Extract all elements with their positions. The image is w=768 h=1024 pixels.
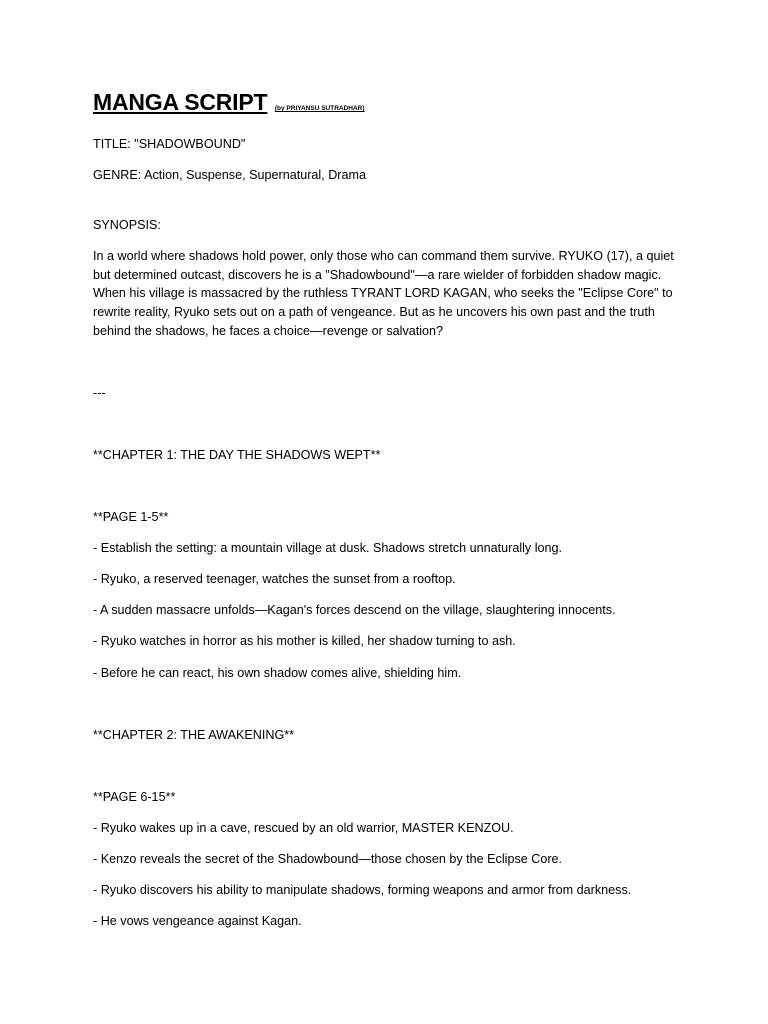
synopsis-text: In a world where shadows hold power, only those who can command them survive. RYUKO (17), a quiet but determined outcast, discovers he is a "Shadowbound"—a rare wielder of forbidden shadow magic. When his village is massacred by the ruthless TYRANT LORD KAGAN, who seeks the "Eclipse Core" to rewrite reality, Ryuko sets out on a path of vengeance. But as he uncovers his own past and the truth behind the shadows, he faces a choice—revenge or salvation? <box>93 248 674 338</box>
synopsis-heading: SYNOPSIS: <box>93 217 161 232</box>
genre-field: GENRE: Action, Suspense, Supernatural, Drama <box>93 168 366 183</box>
list-item: - Ryuko watches in horror as his mother is killed, her shadow turning to ash. <box>93 634 516 649</box>
document-title <box>93 88 683 123</box>
separator: --- <box>93 385 106 400</box>
list-item: - Ryuko, a reserved teenager, watches the sunset from a rooftop. <box>93 572 456 587</box>
title-main: MANGA SCRIPT <box>93 89 268 115</box>
title-byline: (by PRIYANSU SUTRADHAR) <box>274 105 365 112</box>
list-item: - Before he can react, his own shadow comes alive, shielding him. <box>93 665 462 680</box>
chapter-2-heading: **CHAPTER 2: THE AWAKENING** <box>93 727 295 742</box>
chapter-2-page-range: **PAGE 6-15** <box>93 789 176 804</box>
list-item: - He vows vengeance against Kagan. <box>93 914 302 929</box>
list-item: - Ryuko discovers his ability to manipulate shadows, forming weapons and armor from darkness. <box>93 883 632 897</box>
chapter-1-page-range: **PAGE 1-5** <box>93 510 169 525</box>
list-item: - A sudden massacre unfolds—Kagan's forces descend on the village, slaughtering innocents. <box>93 603 616 618</box>
chapter-1-heading: **CHAPTER 1: THE DAY THE SHADOWS WEPT** <box>93 447 381 462</box>
title-field: TITLE: "SHADOWBOUND" <box>93 137 246 151</box>
list-item: - Establish the setting: a mountain village at dusk. Shadows stretch unnaturally long. <box>93 541 563 556</box>
list-item: - Kenzo reveals the secret of the Shadowbound—those chosen by the Eclipse Core. <box>93 851 563 866</box>
document-page <box>93 88 683 943</box>
list-item: - Ryuko wakes up in a cave, rescued by an old warrior, MASTER KENZOU. <box>93 820 514 835</box>
